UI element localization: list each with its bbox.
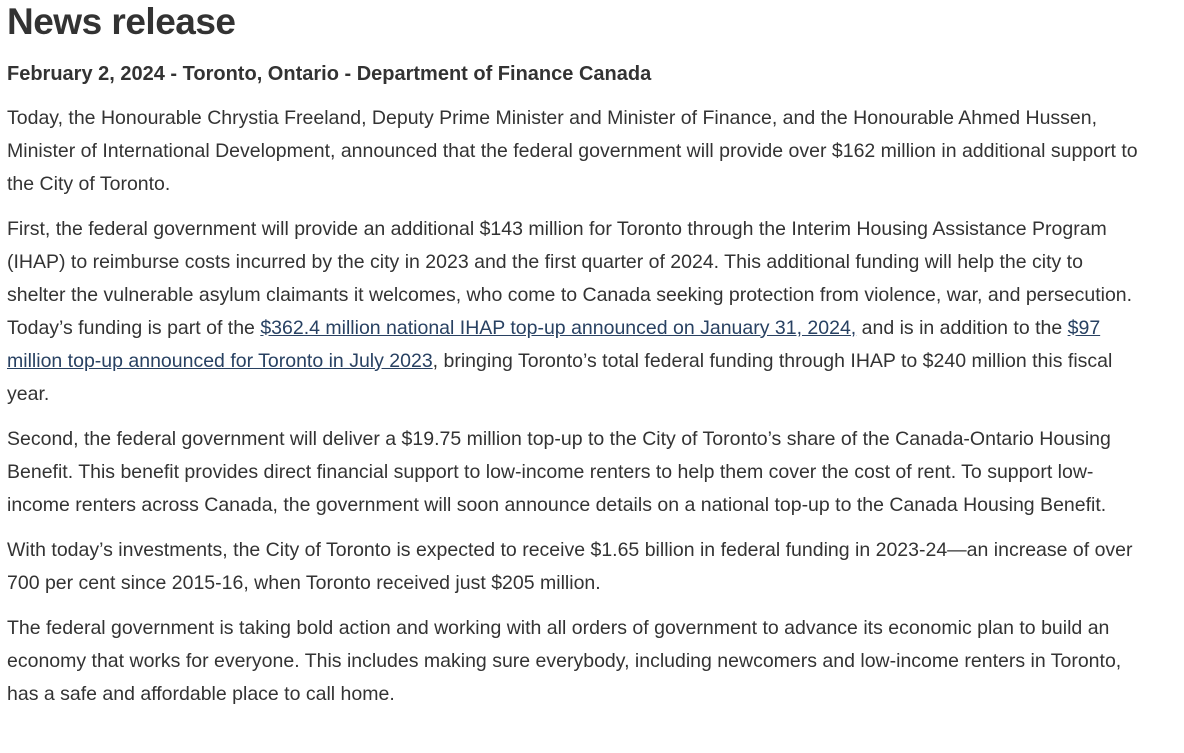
paragraph-ihap-text-after: , bringing Toronto’s total federal funding through IHAP to $240 million this fiscal year. [7, 349, 1113, 405]
paragraph-intro: Today, the Honourable Chrystia Freeland, Deputy Prime Minister and Minister of Finance, and the Honourable Ahmed Hussen, Minister of International Development, announced that the federal government will provide over $162 million in additional support to the City of Toronto. [7, 106, 1138, 195]
paragraph-total-funding: With today’s investments, the City of Toronto is expected to receive $1.65 billion in federal funding in 2023-24—an increase of over 700 per cent since 2015-16, when Toronto received just $205 million. [7, 538, 1133, 594]
paragraph-ihap-funding [7, 213, 1140, 411]
paragraph-ihap-text-before: First, the federal government will provide an additional $143 million for Toronto through the Interim Housing Assistance Program (IHAP) to reimburse costs incurred by the city in 2023 and the first quarter of 2024. This additional funding will help the city to shelter the vulnerable asylum claimants it welcomes, who come to Canada seeking protection from violence, war, and persecution. Today’s funding is part of the [7, 217, 1133, 339]
link-toronto-july-2023-topup[interactable]: $97 million top-up announced for Toronto in July 2023 [7, 316, 1101, 372]
paragraph-closing: The federal government is taking bold action and working with all orders of government to advance its economic plan to build an economy that works for everyone. This includes making sure everybody, including newcomers and low-income renters in Toronto, has a safe and affordable place to call home. [7, 616, 1122, 705]
page-title: News release [7, 1, 236, 42]
dateline: February 2, 2024 - Toronto, Ontario - Department of Finance Canada [7, 62, 652, 85]
paragraph-housing-benefit: Second, the federal government will deliver a $19.75 million top-up to the City of Toronto’s share of the Canada-Ontario Housing Benefit. This benefit provides direct financial support to low-income renters to help them cover the cost of rent. To support low-income renters across Canada, the government will soon announce details on a national top-up to the Canada Housing Benefit. [7, 427, 1111, 516]
link-national-ihap-topup[interactable]: $362.4 million national IHAP top-up announced on January 31, 2024, [260, 316, 857, 339]
paragraph-ihap-text-between: and is in addition to the [856, 316, 1068, 339]
